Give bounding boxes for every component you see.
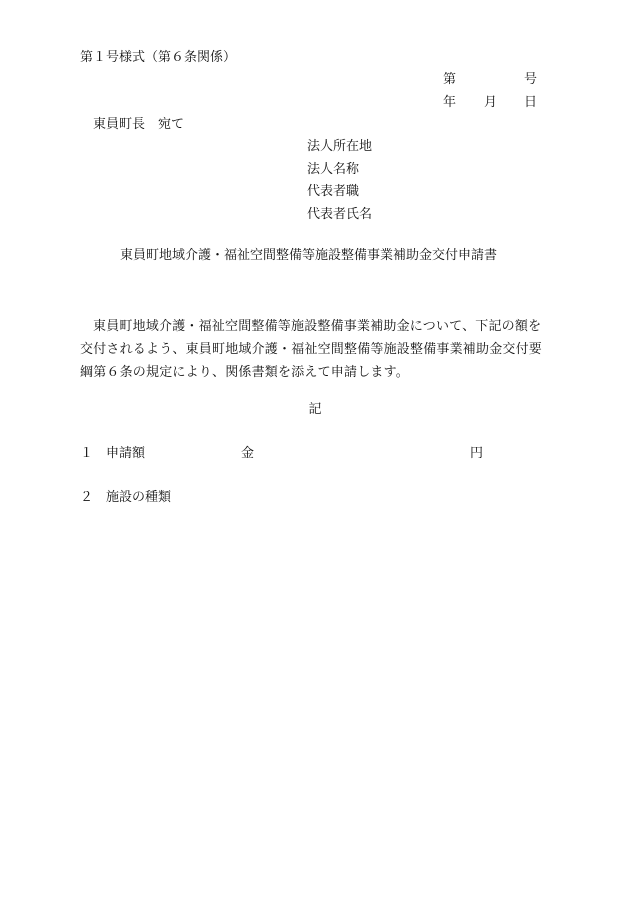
date-line <box>443 96 537 110</box>
item-number: １ <box>80 446 94 461</box>
applicant-representative-name-label: 代表者氏名 <box>307 206 373 222</box>
applicant-block <box>307 140 372 230</box>
amount-prefix: 金 <box>241 446 255 461</box>
applicant-address-label: 法人所在地 <box>307 139 373 154</box>
applicant-corporation-name-label: 法人名称 <box>307 161 360 177</box>
document-number-line <box>443 73 537 87</box>
date-year-label: 年 <box>443 95 457 110</box>
date-day-label: 日 <box>523 95 537 110</box>
item-application-amount <box>80 447 540 461</box>
date-month-label: 月 <box>484 95 498 110</box>
item-label: 申請額 <box>106 446 146 461</box>
applicant-representative-title-label: 代表者職 <box>307 184 360 199</box>
addressee-name: 東員町長 <box>93 117 146 132</box>
document-title: 東員町地域介護・福祉空間整備等施設整備事業補助金交付申請書 <box>120 248 498 263</box>
ki-heading: 記 <box>308 402 322 417</box>
addressee <box>93 118 184 131</box>
application-body-text: 東員町地域介護・福祉空間整備等施設整備事業補助金について、下記の額を交付されるよう、東員町地域介護・福祉空間整備等施設整備事業補助金交付要綱第６条の規定により、関係書類を添えて申請します。 <box>80 319 543 380</box>
addressee-honorific: 宛て <box>158 117 185 132</box>
form-number-label: 第１号様式（第６条関係） <box>80 50 237 65</box>
item-label: 施設の種類 <box>106 490 172 505</box>
document-number-prefix: 第 <box>443 72 457 87</box>
amount-suffix: 円 <box>470 446 484 461</box>
item-facility-type <box>80 491 380 505</box>
document-number-suffix: 号 <box>523 72 537 87</box>
item-number: ２ <box>80 490 94 505</box>
